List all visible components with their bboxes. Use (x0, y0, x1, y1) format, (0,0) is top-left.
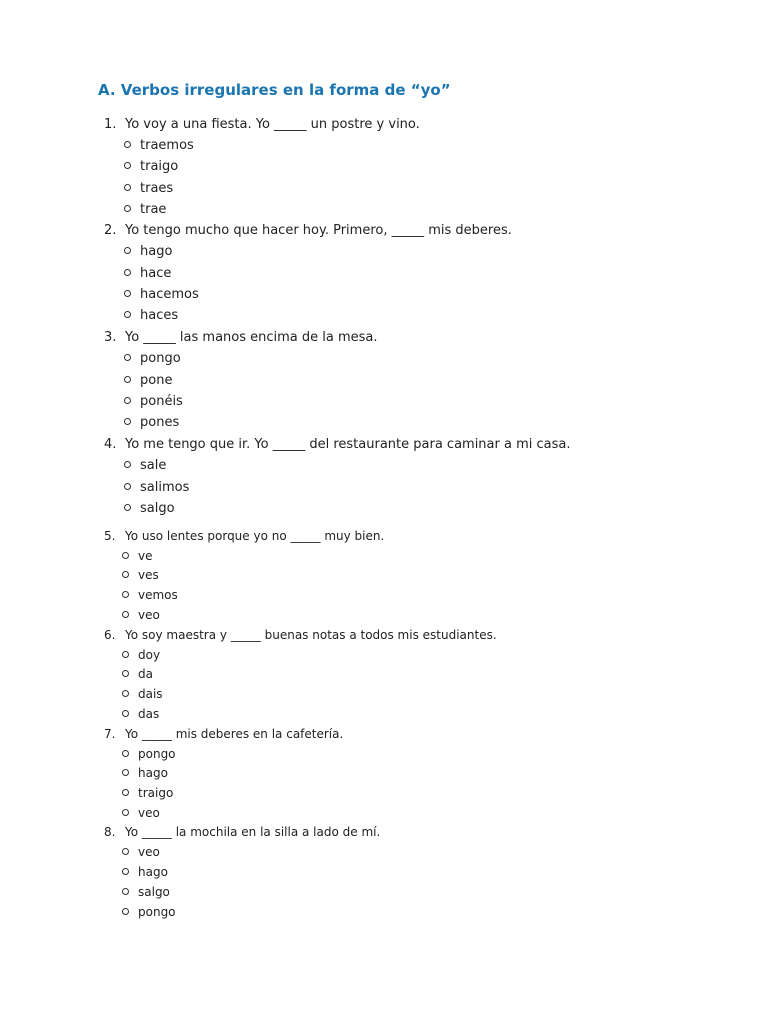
option-label: traes (140, 181, 174, 196)
question-prompt: Yo me tengo que ir. Yo _____ del restaurante para caminar a mi casa. (125, 437, 571, 452)
option-8d[interactable] (122, 903, 176, 921)
radio-circle-icon (124, 376, 131, 383)
question-prompt: Yo soy maestra y _____ buenas notas a todos mis estudiantes. (125, 628, 497, 642)
question-6 (104, 626, 497, 644)
option-label: pones (140, 415, 180, 430)
radio-circle-icon (124, 418, 131, 425)
radio-circle-icon (124, 397, 131, 404)
radio-circle-icon (122, 611, 129, 618)
radio-circle-icon (122, 571, 129, 578)
option-label: traigo (140, 159, 179, 174)
radio-circle-icon (122, 591, 129, 598)
option-7a[interactable] (122, 745, 176, 763)
radio-circle-icon (124, 269, 131, 276)
radio-circle-icon (122, 908, 129, 915)
question-number: 1. (104, 117, 117, 132)
option-label: salgo (138, 885, 170, 899)
option-2c[interactable] (124, 286, 199, 304)
radio-circle-icon (124, 504, 131, 511)
radio-circle-icon (124, 162, 131, 169)
radio-circle-icon (124, 311, 131, 318)
radio-circle-icon (124, 290, 131, 297)
question-prompt: Yo _____ las manos encima de la mesa. (125, 330, 378, 345)
option-1d[interactable] (124, 201, 166, 219)
option-8b[interactable] (122, 863, 168, 881)
option-label: hago (138, 766, 168, 780)
radio-circle-icon (124, 354, 131, 361)
radio-circle-icon (124, 141, 131, 148)
option-3d[interactable] (124, 414, 179, 432)
option-7d[interactable] (122, 804, 160, 822)
question-prompt: Yo _____ la mochila en la silla a lado de mí. (125, 825, 381, 839)
option-label: ve (138, 549, 153, 563)
radio-circle-icon (122, 848, 129, 855)
radio-circle-icon (122, 690, 129, 697)
question-8 (104, 823, 380, 841)
option-label: hace (140, 266, 172, 281)
option-label: pongo (140, 351, 181, 366)
option-label: salimos (140, 480, 190, 495)
option-4c[interactable] (124, 500, 175, 518)
option-label: da (138, 667, 153, 681)
option-label: salgo (140, 501, 175, 516)
option-7b[interactable] (122, 764, 168, 782)
option-label: vemos (138, 588, 178, 602)
option-5b[interactable] (122, 566, 159, 584)
radio-circle-icon (124, 205, 131, 212)
radio-circle-icon (122, 868, 129, 875)
option-2a[interactable] (124, 243, 172, 261)
option-6c[interactable] (122, 685, 163, 703)
option-label: veo (138, 608, 160, 622)
option-label: sale (140, 458, 167, 473)
radio-circle-icon (122, 888, 129, 895)
question-number: 8. (104, 825, 116, 839)
option-4b[interactable] (124, 479, 189, 497)
option-label: traigo (138, 786, 174, 800)
option-label: ves (138, 568, 159, 582)
option-1c[interactable] (124, 180, 173, 198)
question-number: 7. (104, 727, 116, 741)
option-label: das (138, 707, 160, 721)
option-label: haces (140, 308, 179, 323)
option-2d[interactable] (124, 307, 178, 325)
option-7c[interactable] (122, 784, 173, 802)
option-5c[interactable] (122, 586, 178, 604)
radio-circle-icon (122, 789, 129, 796)
option-3a[interactable] (124, 350, 181, 368)
option-label: trae (140, 202, 167, 217)
option-label: dais (138, 687, 163, 701)
question-number: 2. (104, 223, 117, 238)
radio-circle-icon (122, 750, 129, 757)
question-1 (104, 116, 420, 134)
option-3c[interactable] (124, 393, 183, 411)
question-number: 6. (104, 628, 116, 642)
radio-circle-icon (124, 483, 131, 490)
option-8a[interactable] (122, 843, 160, 861)
question-prompt: Yo voy a una fiesta. Yo _____ un postre y vino. (125, 117, 420, 132)
option-label: traemos (140, 138, 194, 153)
option-label: pongo (138, 905, 176, 919)
question-prompt: Yo tengo mucho que hacer hoy. Primero, _____ mis deberes. (125, 223, 512, 238)
radio-circle-icon (122, 651, 129, 658)
option-label: doy (138, 648, 161, 662)
question-number: 4. (104, 437, 117, 452)
option-1a[interactable] (124, 137, 194, 155)
section-title: A. Verbos irregulares en la forma de “yo” (98, 81, 451, 99)
option-5a[interactable] (122, 547, 152, 565)
question-3 (104, 329, 378, 347)
question-number: 3. (104, 330, 117, 345)
radio-circle-icon (122, 552, 129, 559)
question-prompt: Yo _____ mis deberes en la cafetería. (125, 727, 344, 741)
option-6b[interactable] (122, 665, 153, 683)
option-label: hago (138, 865, 168, 879)
option-label: veo (138, 845, 160, 859)
radio-circle-icon (122, 710, 129, 717)
option-6a[interactable] (122, 646, 160, 664)
option-6d[interactable] (122, 705, 159, 723)
option-label: veo (138, 806, 160, 820)
question-number: 5. (104, 529, 116, 543)
option-label: pone (140, 373, 173, 388)
question-2 (104, 222, 512, 240)
option-8c[interactable] (122, 883, 170, 901)
option-1b[interactable] (124, 158, 178, 176)
option-label: ponéis (140, 394, 183, 409)
question-prompt: Yo uso lentes porque yo no _____ muy bien. (125, 529, 385, 543)
radio-circle-icon (122, 769, 129, 776)
question-5 (104, 527, 384, 545)
option-label: hago (140, 244, 173, 259)
question-7 (104, 725, 343, 743)
radio-circle-icon (124, 461, 131, 468)
question-4 (104, 436, 570, 454)
option-2b[interactable] (124, 265, 171, 283)
option-label: pongo (138, 747, 176, 761)
option-4a[interactable] (124, 457, 166, 475)
option-label: hacemos (140, 287, 199, 302)
option-3b[interactable] (124, 372, 172, 390)
radio-circle-icon (122, 670, 129, 677)
option-5d[interactable] (122, 606, 160, 624)
radio-circle-icon (122, 809, 129, 816)
radio-circle-icon (124, 184, 131, 191)
radio-circle-icon (124, 247, 131, 254)
